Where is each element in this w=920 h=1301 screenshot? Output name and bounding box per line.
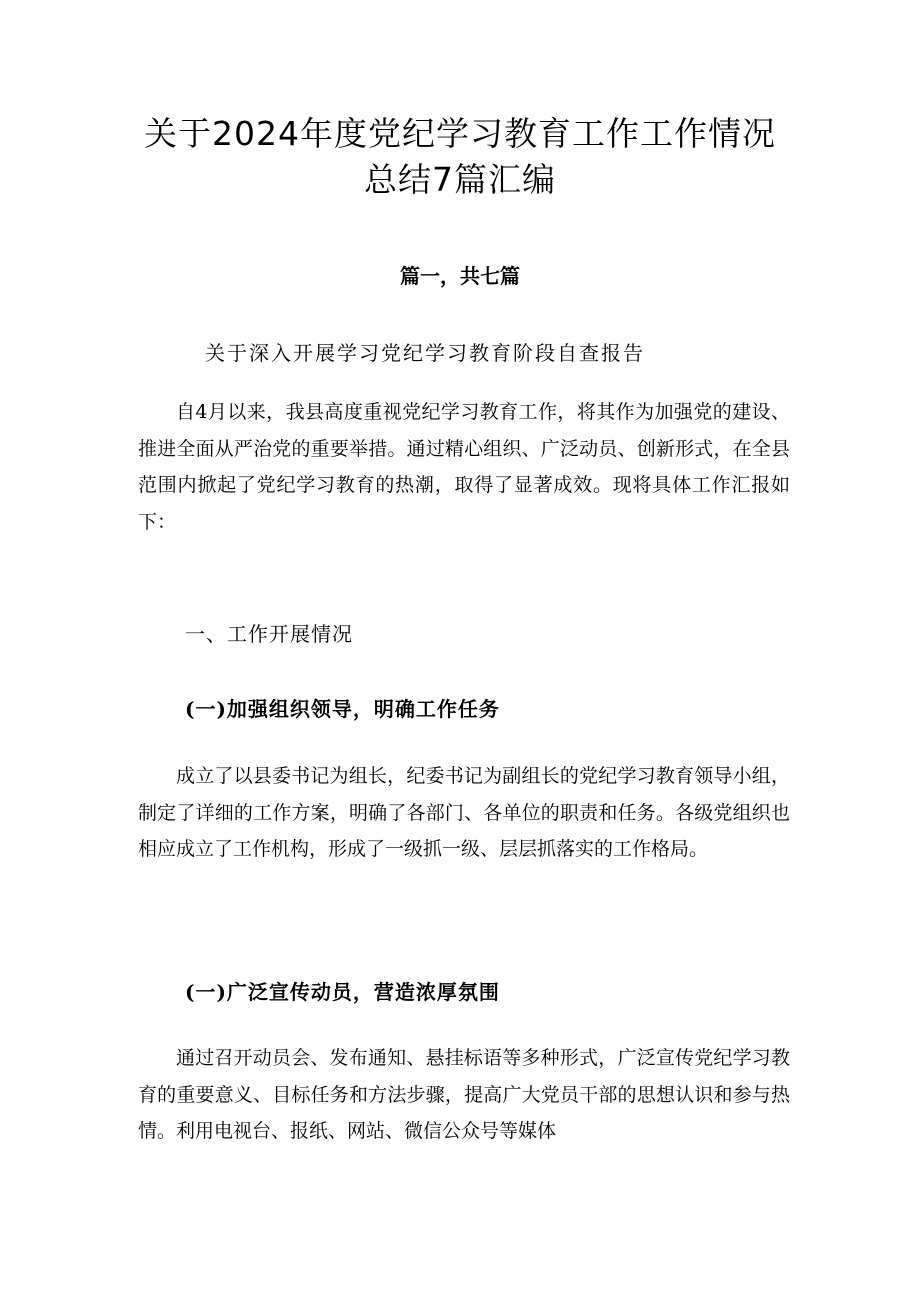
intro-paragraph: 自4月以来，我县高度重视党纪学习教育工作，将其作为加强党的建设、推进全面从严治党的重要举措。通过精心组织、广泛动员、创新形式，在全县范围内掀起了党纪学习教育的热潮，取得了显著成效。现将具体工作汇报如下：: [138, 401, 790, 533]
subsection-heading-publicity: (一)广泛宣传动员，营造浓厚氛围: [185, 980, 500, 1004]
document-title-line-1: 关于2024年度党纪学习教育工作工作情况: [144, 114, 776, 153]
document-title-line-2: 总结7篇汇编: [364, 160, 556, 199]
subsection-paragraph-publicity: 通过召开动员会、发布通知、悬挂标语等多种形式，广泛宣传党纪学习教育的重要意义、目标任务和方法步骤，提高广大党员干部的思想认识和参与热情。利用电视台、报纸、网站、微信公众号等媒体: [138, 1047, 790, 1142]
subsection-paragraph-organization: 成立了以县委书记为组长，纪委书记为副组长的党纪学习教育领导小组，制定了详细的工作方案，明确了各部门、各单位的职责和任务。各级党组织也相应成立了工作机构，形成了一级抓一级、层层抓落实的工作格局。: [138, 765, 790, 860]
report-title: 关于深入开展学习党纪学习教育阶段自查报告: [205, 341, 645, 365]
subsection-heading-organization: (一)加强组织领导，明确工作任务: [185, 697, 500, 721]
section-heading-work-status: 一、工作开展情况: [185, 622, 353, 646]
part-heading: 篇一，共七篇: [400, 264, 520, 288]
